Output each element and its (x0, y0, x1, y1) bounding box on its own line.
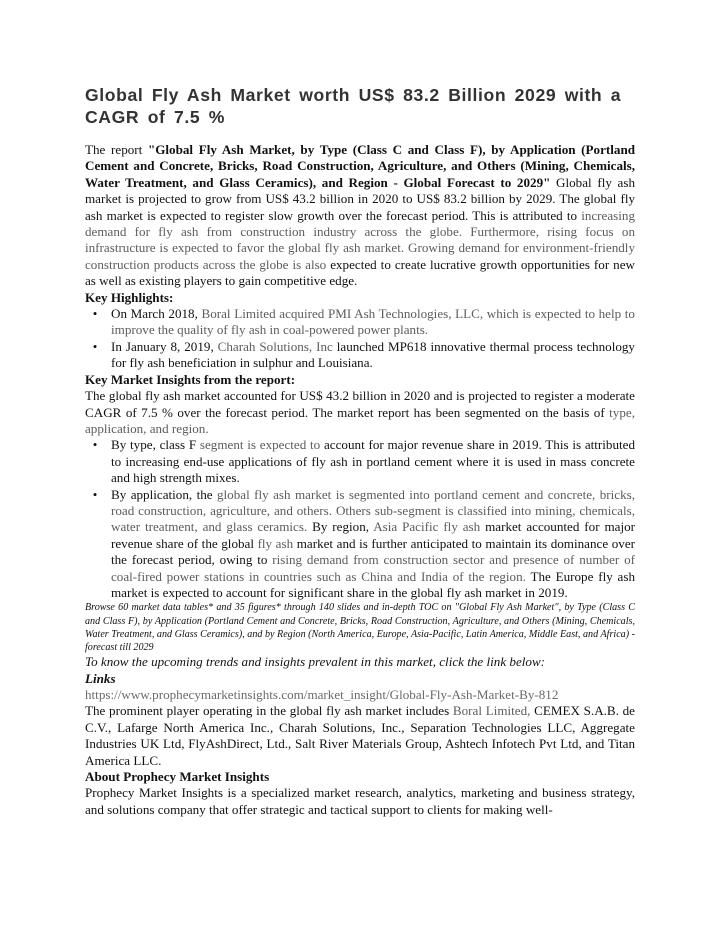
links-label: Links (85, 670, 116, 686)
key-highlights-heading: Key Highlights: (85, 289, 174, 305)
insight-text-end: account for major revenue share in 2019. This is attributed to increasing end-use applications of fly ash in portland cement where it is used in mass concrete and high strength mixes. (111, 437, 635, 486)
players-paragraph (85, 703, 635, 769)
insights-list (85, 437, 635, 601)
browse-note: Browse 60 market data tables* and 35 figures* through 140 slides and in-depth TOC on "Global Fly Ash Market", by Type (Class C and Class F), by Application (Portland Cement and Concrete, Bricks, Road Construction, Agriculture, and Others (Mining, Chemicals, Water Treatment, and Glass Ceramics), and by Region (North America, Europe, Asia-Pacific, Latin America, Middle East, and Africa) - forecast till 2029 (85, 602, 635, 653)
key-insights-heading: Key Market Insights from the report: (85, 371, 296, 387)
report-name: "Global Fly Ash Market, by Type (Class C and Class F), by Application (Portland Cement and Concrete, Bricks, Road Construction, Agriculture, and Others (Mining, Chemicals, Water Treatment, and Glass Ceramics), and Region - Global Forecast to 2029" (85, 142, 636, 190)
insights-text: The global fly ash market accounted for US$ 43.2 billion in 2020 and is projected to register a moderate CAGR of 7.5 % over the forecast period. The market report has been segmented on the basis of (85, 388, 635, 420)
document-page (85, 0, 635, 818)
list-item (85, 487, 635, 602)
highlights-list (85, 306, 635, 372)
know-more-text: To know the upcoming trends and insights prevalent in this market, click the link below: (85, 654, 546, 670)
highlight-date: In January 8, 2019, (111, 338, 218, 354)
insight-text: By application, the (111, 486, 217, 502)
insight-text: By region, (307, 519, 374, 535)
insights-paragraph (85, 388, 635, 437)
highlight-text: Boral Limited acquired PMI Ash Technologies, LLC, which is expected to help to improve the quality of fly ash in coal-powered power plants. (111, 306, 635, 338)
intro-body-end: expected to create lucrative growth opportunities for new as well as existing players to gain competitive edge. (85, 256, 635, 289)
insight-text: The Europe fly ash market is expected to account for significant share in the global fly ash market in 2019. (111, 568, 635, 600)
players-list: CEMEX S.A.B. de C.V., Lafarge North America Inc., Charah Solutions, Inc., Separation Technologies LLC, Aggregate Industries UK Ltd, FlyAshDirect, Ltd., Salt River Materials Group, Ashtech Infotech Pvt Ltd, and Titan America LLC. (85, 703, 635, 768)
players-text: The prominent player operating in the global fly ash market includes (85, 703, 453, 719)
about-text: Prophecy Market Insights is a specialized market research, analytics, marketing and business strategy, and solutions company that offer strategic and tactical support to clients for making well- (85, 785, 635, 817)
bullet-icon: • (92, 437, 98, 453)
page-title: Global Fly Ash Market worth US$ 83.2 Billion 2029 with a CAGR of 7.5 % (85, 85, 622, 127)
insight-text-grey: Asia Pacific fly ash (373, 519, 481, 535)
insight-text-grey: global fly ash market is segmented into portland cement and concrete, bricks, road construction, agriculture, and others. Others sub-segment is classified into mining, chemicals, water treatment, and glass ceramics. (111, 486, 635, 535)
insight-text: market accounted for major revenue share of the global (111, 519, 635, 551)
insight-text: By type, class F (111, 437, 200, 453)
insight-text: market and is further anticipated to maintain its dominance over the forecast period, owing to (111, 535, 635, 568)
insights-text-grey: type, application, and region. (85, 404, 635, 436)
highlight-text: launched MP618 innovative thermal process technology for fly ash beneficiation in sulphur and Louisiana. (111, 338, 635, 371)
intro-lead: The report (85, 142, 148, 157)
report-link[interactable]: https://www.prophecymarketinsights.com/market_insight/Global-Fly-Ash-Market-By-812 (85, 687, 559, 702)
highlight-date: On March 2018, (111, 306, 202, 322)
insight-text-grey: segment is expected to (199, 437, 321, 453)
bullet-icon: • (92, 486, 98, 502)
about-heading: About Prophecy Market Insights (85, 769, 270, 785)
list-item (85, 306, 635, 339)
insight-text-grey: fly ash (257, 535, 294, 551)
insight-text-grey: rising demand from construction sector and presence of number of coal-fired power stations in countries such as China and India of the region. (111, 552, 635, 584)
bullet-icon: • (92, 338, 98, 354)
intro-body: Global fly ash market is projected to grow from US$ 43.2 billion in 2020 to US$ 83.2 billion by 2029. The global fly ash market is expected to register slow growth over the forecast period. This is attributed to (85, 174, 635, 223)
list-item (85, 437, 635, 486)
highlight-company: Charah Solutions, Inc (217, 338, 333, 354)
list-item (85, 339, 635, 372)
intro-body-grey: increasing demand for fly ash from construction industry across the globe. Furthermore, rising focus on infrastructure is expected to favor the global fly ash market. Growing demand for environment-friendly construction products across the globe is also (85, 207, 635, 272)
intro-paragraph (85, 142, 635, 290)
bullet-icon: • (92, 306, 98, 322)
players-text-grey: Boral Limited, (452, 703, 531, 719)
